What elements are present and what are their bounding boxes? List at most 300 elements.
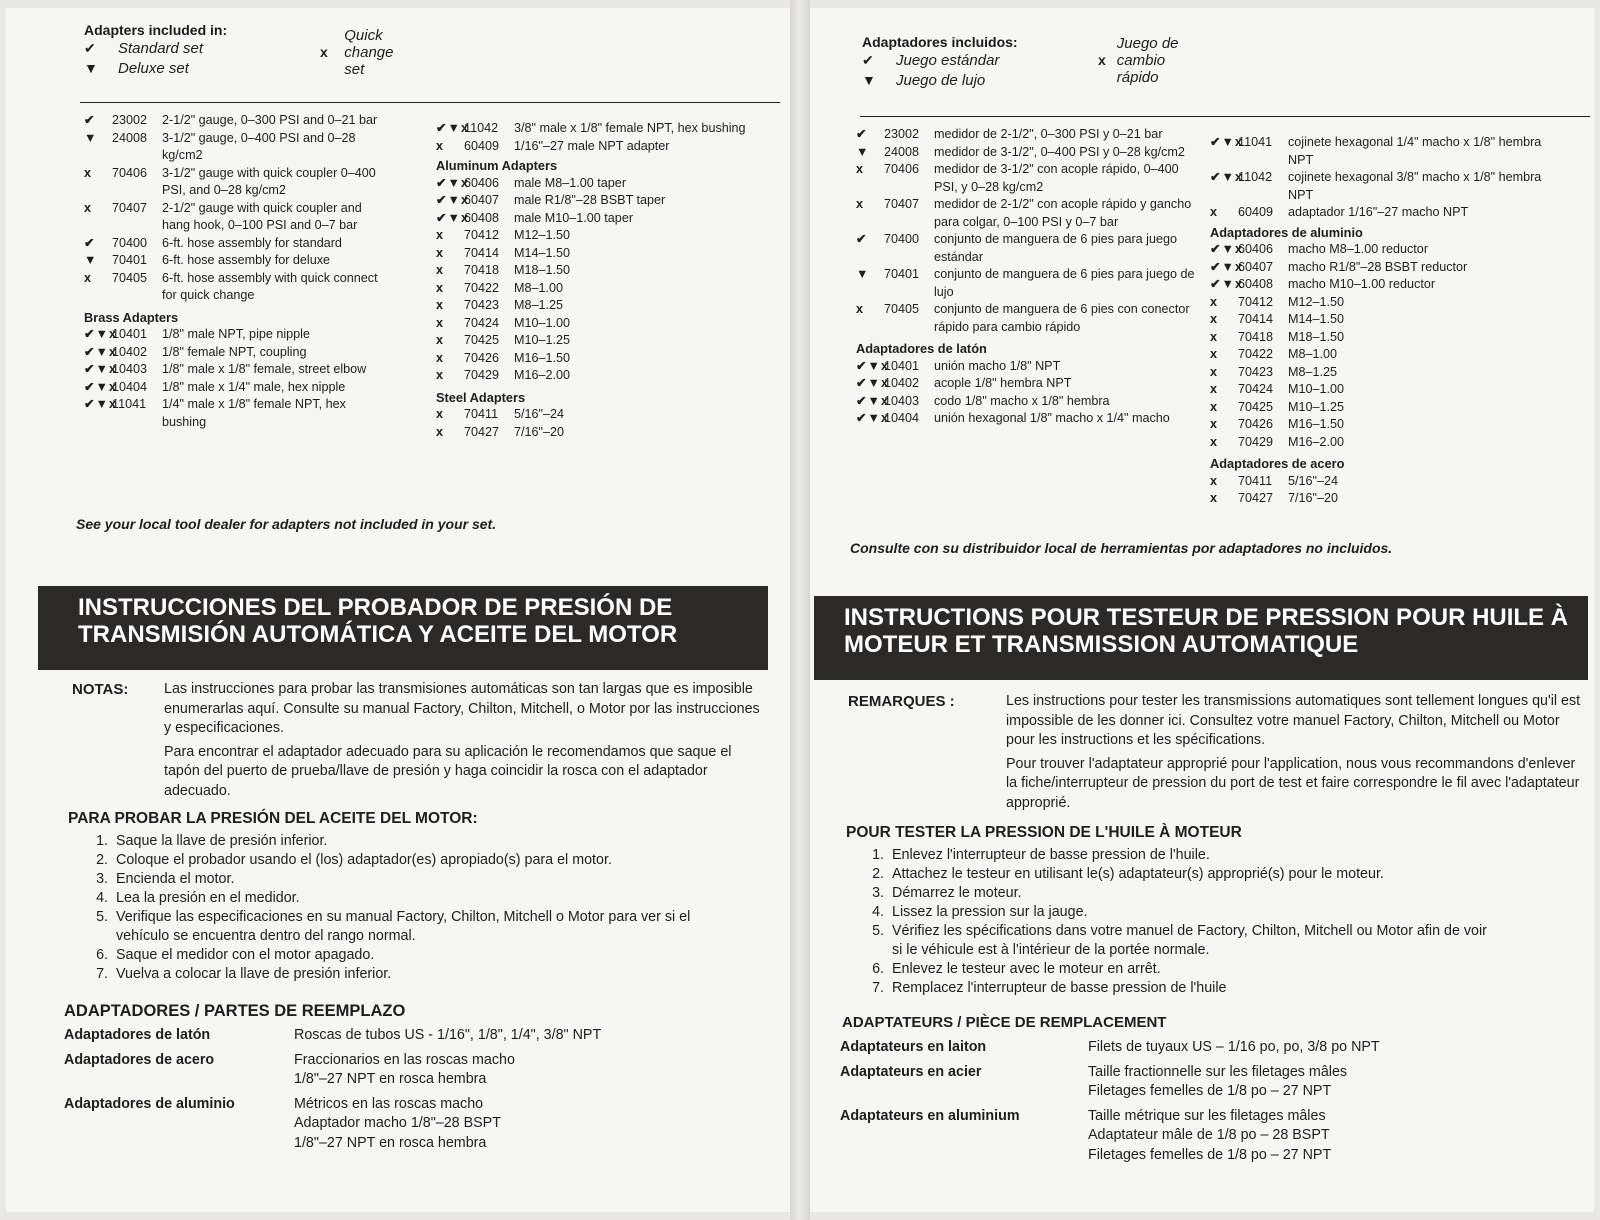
part-description: medidor de 3-1/2" con acople rápido, 0–400 PSI, y 0–28 kg/cm2	[934, 162, 1179, 194]
availability-symbols: x	[1210, 382, 1219, 396]
notes-paragraph: Pour trouver l'adaptateur approprié pour l'application, nous vous recommandons d'enlever la fiche/interrupteur de pression du port de test et faire correspondre le fil avec l'adaptateur approprié.	[1006, 755, 1580, 811]
part-number: 70407	[112, 200, 148, 215]
part-number: 70412	[464, 228, 500, 242]
part-row	[1210, 346, 1550, 364]
availability-symbols: ✔▼x	[84, 362, 118, 376]
parts-category: Adaptadores de acero	[64, 1051, 215, 1068]
part-number: 11042	[1238, 170, 1273, 184]
step-number: 5.	[96, 909, 108, 925]
availability-symbols: ▼	[856, 267, 870, 281]
parts-category: Adaptateurs en laiton	[840, 1039, 987, 1055]
parts-values	[294, 1051, 784, 1090]
availability-symbols: x	[1210, 205, 1219, 219]
part-row	[856, 393, 1196, 411]
part-row	[856, 126, 1196, 144]
step-item	[82, 965, 702, 984]
part-number: 70424	[464, 315, 500, 330]
parts-values	[1088, 1038, 1580, 1058]
part-row	[1210, 259, 1550, 277]
divider	[860, 116, 1590, 117]
notes-paragraph: Les instructions pour tester les transmissions automatiques sont tellement longues qu'il est impossible de les donner ici. Consultez votre manuel Factory, Chilton, Mitchell ou Motor pour les instructions et les spécifications.	[1006, 693, 1581, 748]
part-row	[436, 120, 766, 138]
part-description: 1/8" female NPT, coupling	[162, 344, 307, 359]
part-row	[1210, 490, 1550, 508]
part-row	[856, 161, 1196, 196]
part-number: 70429	[464, 368, 500, 382]
part-description: 5/16"–24	[514, 407, 564, 421]
step-text: Encienda el motor.	[116, 871, 235, 887]
parts-row	[64, 1095, 784, 1154]
check-icon: ✔	[862, 51, 874, 68]
step-item	[82, 851, 702, 870]
availability-symbols: x	[436, 298, 445, 312]
availability-symbols: ✔▼x	[84, 344, 118, 359]
step-text: Remplacez l'interrupteur de basse pression de l'huile	[892, 980, 1227, 996]
legend-label: Juego de cambio rápido	[1116, 34, 1179, 86]
part-number: 70423	[1238, 364, 1274, 379]
part-description: 1/16"–27 male NPT adapter	[514, 138, 670, 153]
part-number: 70400	[884, 232, 920, 246]
part-description: conjunto de manguera de 6 pies para juego estándar	[934, 232, 1177, 264]
subsection-title: Adaptadores de aluminio	[1210, 224, 1363, 240]
step-text: Saque la llave de presión inferior.	[116, 833, 328, 849]
legend-title: Adaptadores incluidos:	[862, 34, 1018, 50]
part-description: 2-1/2" gauge with quick coupler and hang hook, 0–100 PSI and 0–7 bar	[162, 200, 362, 232]
step-number: 2.	[96, 852, 108, 868]
legend-label: Juego estándar	[896, 51, 1000, 69]
part-number: 70401	[112, 253, 148, 267]
parts-value-line: Fraccionarios en las roscas macho	[294, 1051, 515, 1068]
part-row	[436, 245, 766, 263]
part-number: 10403	[112, 362, 148, 376]
part-row	[856, 231, 1196, 266]
parts-values	[294, 1026, 784, 1046]
part-row	[1210, 134, 1550, 169]
part-number: 10402	[112, 344, 148, 359]
part-number: 70429	[1238, 434, 1274, 449]
part-number: 70407	[884, 197, 920, 211]
part-row	[436, 227, 766, 245]
availability-symbols: x	[1210, 399, 1219, 414]
part-description: cojinete hexagonal 1/4" macho x 1/8" hembra NPT	[1288, 135, 1542, 167]
part-description: M10–1.25	[1288, 399, 1345, 414]
part-number: 70427	[464, 424, 500, 439]
step-number: 3.	[872, 885, 884, 901]
subsection-title: Aluminum Adapters	[436, 158, 558, 173]
step-text: Vuelva a colocar la llave de presión inferior.	[116, 966, 392, 982]
part-description: acople 1/8" hembra NPT	[934, 376, 1072, 390]
part-row	[436, 350, 766, 368]
part-number: 70418	[1238, 329, 1274, 344]
part-row	[436, 406, 766, 424]
section-banner: INSTRUCCIONES DEL PROBADOR DE PRESIÓN DE TRANSMISIÓN AUTOMÁTICA Y ACEITE DEL MOTOR	[38, 586, 768, 670]
parts-table	[840, 1038, 1580, 1170]
part-description: M8–1.00	[514, 280, 564, 295]
part-number: 70425	[464, 333, 500, 347]
parts-value-line: Roscas de tubos US - 1/16", 1/8", 1/4", 3/8" NPT	[294, 1027, 602, 1043]
part-number: 60409	[464, 138, 500, 153]
availability-symbols: x	[1210, 329, 1219, 344]
part-row	[436, 262, 766, 280]
part-row	[84, 326, 384, 344]
part-number: 60408	[1238, 277, 1274, 291]
step-text: Verifique las especificaciones en su manual Factory, Chilton, Mitchell o Motor para ver si el vehículo se encuentra dentro del rango normal.	[116, 909, 691, 944]
parts-heading: ADAPTATEURS / PIÈCE DE REMPLACEMENT	[842, 1014, 1167, 1031]
availability-symbols: x	[1210, 473, 1219, 488]
step-item	[858, 903, 1498, 922]
step-text: Vérifiez les spécifications dans votre manuel de Factory, Chilton, Mitchell ou Motor afin de voir si le véhicule est à l'intérieur de la portée normale.	[892, 923, 1487, 958]
step-number: 6.	[872, 961, 884, 977]
part-row	[856, 196, 1196, 231]
part-number: 10401	[112, 327, 148, 341]
part-row	[1210, 473, 1550, 491]
part-description: M18–1.50	[1288, 329, 1345, 344]
step-item	[82, 889, 702, 908]
step-number: 1.	[872, 847, 884, 863]
part-number: 60409	[1238, 205, 1274, 219]
part-number: 10403	[884, 393, 920, 408]
divider	[80, 102, 780, 103]
notes-paragraph: Para encontrar el adaptador adecuado para su aplicación le recomendamos que saque el tapón del puerto de prueba/llave de presión y haga coincidir la rosca con el adaptador adecuado.	[164, 743, 732, 799]
book-spine	[790, 0, 810, 1220]
parts-value-line: Filetages femelles de 1/8 po – 27 NPT	[1088, 1083, 1332, 1099]
step-number: 3.	[96, 871, 108, 887]
availability-symbols: x	[84, 270, 93, 285]
step-number: 7.	[872, 980, 884, 996]
part-row	[436, 332, 766, 350]
step-number: 2.	[872, 866, 884, 882]
part-row	[1210, 416, 1550, 434]
availability-symbols: x	[436, 424, 445, 439]
part-row	[436, 175, 766, 193]
legend-label: Deluxe set	[118, 59, 189, 77]
part-row	[436, 138, 766, 156]
part-row	[1210, 434, 1550, 452]
part-row	[84, 361, 384, 379]
availability-symbols: ✔▼x	[84, 379, 118, 394]
part-row	[856, 266, 1196, 301]
legend-title: Adapters included in:	[84, 22, 228, 38]
legend-label: Standard set	[118, 39, 204, 57]
part-number: 70422	[1238, 347, 1274, 361]
parts-value-line: Filets de tuyaux US – 1/16 po, po, 3/8 po NPT	[1088, 1039, 1380, 1055]
part-description: 5/16"–24	[1288, 473, 1338, 488]
parts-row	[840, 1063, 1580, 1102]
availability-symbols: x	[1210, 312, 1219, 326]
step-item	[858, 960, 1498, 979]
triangle-icon: ▼	[862, 72, 876, 88]
part-number: 70412	[1238, 294, 1274, 309]
parts-value-line: 1/8"–27 NPT en rosca hembra	[294, 1071, 487, 1087]
part-row	[856, 410, 1196, 428]
availability-symbols: ✔▼x	[1210, 242, 1244, 256]
part-description: male M10–1.00 taper	[514, 210, 634, 225]
part-number: 70423	[464, 298, 500, 312]
part-description: M14–1.50	[514, 245, 571, 260]
part-number: 70401	[884, 267, 920, 281]
part-row	[1210, 311, 1550, 329]
part-number: 70400	[112, 235, 148, 250]
part-description: 3/8" male x 1/8" female NPT, hex bushing	[514, 121, 746, 135]
part-row	[84, 235, 384, 253]
availability-symbols: x	[1210, 434, 1219, 449]
part-row	[84, 112, 384, 130]
part-row	[1210, 169, 1550, 204]
part-row	[84, 270, 384, 305]
step-item	[82, 870, 702, 889]
availability-symbols: ✔▼x	[856, 358, 890, 373]
availability-symbols: ✔▼x	[84, 327, 118, 341]
part-description: M16–2.00	[1288, 434, 1345, 449]
part-description: macho M8–1.00 reductor	[1288, 242, 1429, 256]
availability-symbols: x	[84, 165, 93, 180]
part-row	[856, 358, 1196, 376]
part-row	[1210, 329, 1550, 347]
part-row	[1210, 204, 1550, 222]
part-row	[1210, 381, 1550, 399]
check-icon: ✔	[84, 39, 96, 56]
subsection-title: Brass Adapters	[84, 309, 179, 325]
parts-category: Adaptadores de aluminio	[64, 1095, 235, 1112]
availability-symbols: ✔▼x	[436, 121, 470, 135]
subsection-title: Adaptadores de acero	[1210, 456, 1345, 471]
parts-values	[294, 1095, 784, 1154]
left-page	[6, 8, 790, 1212]
legend	[84, 22, 394, 78]
availability-symbols: ✔	[856, 127, 868, 141]
part-description: macho M10–1.00 reductor	[1288, 277, 1436, 291]
steps-list	[82, 832, 702, 984]
part-number: 23002	[884, 127, 920, 141]
part-number: 70427	[1238, 491, 1274, 505]
part-description: M16–1.50	[514, 350, 571, 365]
parts-values	[1088, 1107, 1580, 1166]
part-number: 60407	[1238, 259, 1274, 274]
part-description: M8–1.25	[514, 298, 564, 312]
availability-symbols: ✔▼x	[436, 210, 470, 225]
parts-category: Adaptateurs en acier	[840, 1063, 982, 1080]
availability-symbols: ✔	[84, 235, 96, 250]
part-number: 60406	[1238, 242, 1274, 256]
part-number: 11041	[1238, 135, 1273, 149]
availability-symbols: x	[436, 263, 445, 277]
parts-value-line: Adaptateur mâle de 1/8 po – 28 BSPT	[1088, 1127, 1330, 1143]
part-number: 70411	[1238, 473, 1273, 488]
part-row	[1210, 294, 1550, 312]
step-item	[858, 979, 1498, 998]
part-number: 10402	[884, 376, 920, 390]
availability-symbols: ✔▼x	[84, 397, 118, 411]
part-description: 6-ft. hose assembly for standard	[162, 235, 342, 250]
part-row	[436, 280, 766, 298]
availability-symbols: ✔▼x	[1210, 170, 1244, 184]
part-description: medidor de 3-1/2", 0–400 PSI y 0–28 kg/cm2	[934, 144, 1185, 159]
part-row	[84, 252, 384, 270]
step-item	[858, 865, 1498, 884]
step-number: 7.	[96, 966, 108, 982]
part-description: male M8–1.00 taper	[514, 175, 627, 190]
availability-symbols: x	[436, 407, 445, 421]
part-description: M18–1.50	[514, 263, 571, 277]
availability-symbols: ✔▼x	[1210, 259, 1244, 274]
parts-values	[1088, 1063, 1580, 1102]
part-description: 3-1/2" gauge with quick coupler 0–400 PSI, and 0–28 kg/cm2	[162, 165, 376, 197]
part-description: conjunto de manguera de 6 pies con conector rápido para cambio rápido	[934, 302, 1190, 334]
steps-list	[858, 846, 1498, 998]
legend-label: Juego de lujo	[896, 71, 986, 89]
part-description: unión macho 1/8" NPT	[934, 358, 1061, 373]
part-description: macho R1/8"–28 BSBT reductor	[1288, 259, 1468, 274]
part-number: 23002	[112, 113, 148, 127]
parts-heading: ADAPTADORES / PARTES DE REEMPLAZO	[64, 1002, 406, 1020]
part-description: M14–1.50	[1288, 312, 1345, 326]
part-number: 70411	[464, 407, 499, 421]
subsection-title: Steel Adapters	[436, 389, 526, 405]
parts-value-line: Taille métrique sur les filetages mâles	[1088, 1107, 1326, 1124]
part-number: 70405	[884, 302, 920, 316]
part-description: M10–1.25	[514, 333, 571, 347]
part-description: M10–1.00	[514, 315, 571, 330]
notes-label: REMARQUES :	[848, 693, 955, 710]
section-heading: PARA PROBAR LA PRESIÓN DEL ACEITE DEL MOTOR:	[68, 810, 478, 827]
part-row	[1210, 276, 1550, 294]
availability-symbols: x	[1210, 347, 1219, 361]
part-number: 70426	[464, 350, 500, 365]
availability-symbols: ▼	[84, 130, 98, 145]
step-number: 6.	[96, 947, 108, 963]
availability-symbols: x	[436, 350, 445, 365]
part-number: 70405	[112, 270, 148, 285]
availability-symbols: x	[1210, 364, 1219, 379]
part-number: 24008	[884, 144, 920, 159]
parts-value-line: Taille fractionnelle sur les filetages mâles	[1088, 1063, 1348, 1080]
parts-column	[84, 112, 384, 431]
availability-symbols: ✔▼x	[856, 393, 890, 408]
part-number: 70418	[464, 263, 500, 277]
availability-symbols: x	[436, 333, 445, 347]
part-description: 7/16"–20	[1288, 491, 1338, 505]
part-description: 3-1/2" gauge, 0–400 PSI and 0–28 kg/cm2	[162, 130, 356, 162]
availability-symbols: x	[1210, 491, 1219, 505]
part-row	[436, 297, 766, 315]
parts-column	[1210, 134, 1550, 508]
part-row	[84, 396, 384, 431]
part-number: 24008	[112, 130, 148, 145]
x-icon: x	[320, 44, 328, 60]
part-row	[84, 379, 384, 397]
availability-symbols: x	[436, 228, 445, 242]
availability-symbols: x	[1210, 417, 1219, 431]
parts-category: Adaptadores de latón	[64, 1027, 211, 1043]
step-item	[82, 946, 702, 965]
part-row	[1210, 241, 1550, 259]
availability-symbols: ✔▼x	[856, 376, 890, 390]
part-row	[436, 192, 766, 210]
step-item	[858, 922, 1498, 960]
step-text: Lea la presión en el medidor.	[116, 890, 300, 906]
availability-symbols: ✔▼x	[1210, 135, 1244, 149]
notes-label: NOTAS:	[72, 681, 129, 698]
legend	[862, 34, 1179, 90]
availability-symbols: ✔	[856, 232, 868, 246]
part-row	[84, 165, 384, 200]
availability-symbols: ✔	[84, 113, 96, 127]
availability-symbols: x	[84, 200, 93, 215]
step-text: Attachez le testeur en utilisant le(s) adaptateur(s) approprié(s) pour le moteur.	[892, 866, 1384, 882]
part-description: 1/8" male NPT, pipe nipple	[162, 327, 310, 341]
step-text: Enlevez l'interrupteur de basse pression de l'huile.	[892, 847, 1210, 863]
parts-row	[64, 1051, 784, 1090]
step-number: 1.	[96, 833, 108, 849]
availability-symbols: x	[436, 245, 445, 260]
part-number: 10404	[112, 379, 148, 394]
subsection-title: Adaptadores de latón	[856, 341, 987, 356]
availability-symbols: x	[856, 162, 865, 176]
part-description: M12–1.50	[1288, 294, 1345, 309]
part-row	[1210, 399, 1550, 417]
part-number: 70406	[884, 162, 920, 176]
part-number: 70406	[112, 165, 148, 180]
part-number: 60406	[464, 175, 500, 190]
availability-symbols: x	[856, 197, 865, 211]
part-row	[856, 144, 1196, 162]
part-row	[84, 200, 384, 235]
part-row	[856, 375, 1196, 393]
part-row	[856, 301, 1196, 336]
availability-symbols: x	[436, 280, 445, 295]
part-number: 10404	[884, 411, 920, 425]
part-number: 70426	[1238, 417, 1274, 431]
part-description: M16–2.00	[514, 368, 571, 382]
availability-symbols: x	[436, 368, 445, 382]
availability-symbols: x	[436, 138, 445, 153]
step-text: Enlevez le testeur avec le moteur en arrêt.	[892, 961, 1161, 977]
availability-symbols: x	[436, 315, 445, 330]
section-banner: INSTRUCTIONS POUR TESTEUR DE PRESSION POUR HUILE À MOTEUR ET TRANSMISSION AUTOMATIQUE	[814, 596, 1588, 680]
part-description: 2-1/2" gauge, 0–300 PSI and 0–21 bar	[162, 113, 378, 127]
part-number: 70414	[464, 245, 500, 260]
part-row	[84, 130, 384, 165]
part-description: M16–1.50	[1288, 417, 1345, 431]
availability-symbols: ▼	[84, 253, 98, 267]
step-item	[858, 846, 1498, 865]
step-item	[858, 884, 1498, 903]
step-text: Lissez la pression sur la jauge.	[892, 904, 1088, 920]
part-description: M10–1.00	[1288, 382, 1345, 396]
part-description: codo 1/8" macho x 1/8" hembra	[934, 393, 1110, 408]
step-item	[82, 832, 702, 851]
part-description: adaptador 1/16"–27 macho NPT	[1288, 205, 1469, 219]
part-description: medidor de 2-1/2", 0–300 PSI y 0–21 bar	[934, 127, 1163, 141]
part-row	[1210, 364, 1550, 382]
part-description: conjunto de manguera de 6 pies para juego de lujo	[934, 267, 1195, 299]
parts-row	[840, 1038, 1580, 1058]
legend-label: Quick change set	[344, 26, 394, 78]
part-description: medidor de 2-1/2" con acople rápido y gancho para colgar, 0–100 PSI y 0–7 bar	[934, 197, 1192, 229]
availability-symbols: x	[856, 302, 865, 316]
step-number: 4.	[872, 904, 884, 920]
dealer-note: Consulte con su distribuidor local de herramientas por adaptadores no incluidos.	[850, 540, 1393, 556]
part-number: 70425	[1238, 399, 1274, 414]
part-description: M8–1.00	[1288, 347, 1338, 361]
availability-symbols: ✔▼x	[1210, 277, 1244, 291]
part-number: 70414	[1238, 312, 1274, 326]
dealer-note: See your local tool dealer for adapters not included in your set.	[76, 516, 497, 532]
availability-symbols: ✔▼x	[436, 193, 470, 207]
part-number: 70424	[1238, 382, 1274, 396]
parts-value-line: Adaptador macho 1/8"–28 BSPT	[294, 1115, 501, 1131]
step-text: Démarrez le moteur.	[892, 885, 1022, 901]
